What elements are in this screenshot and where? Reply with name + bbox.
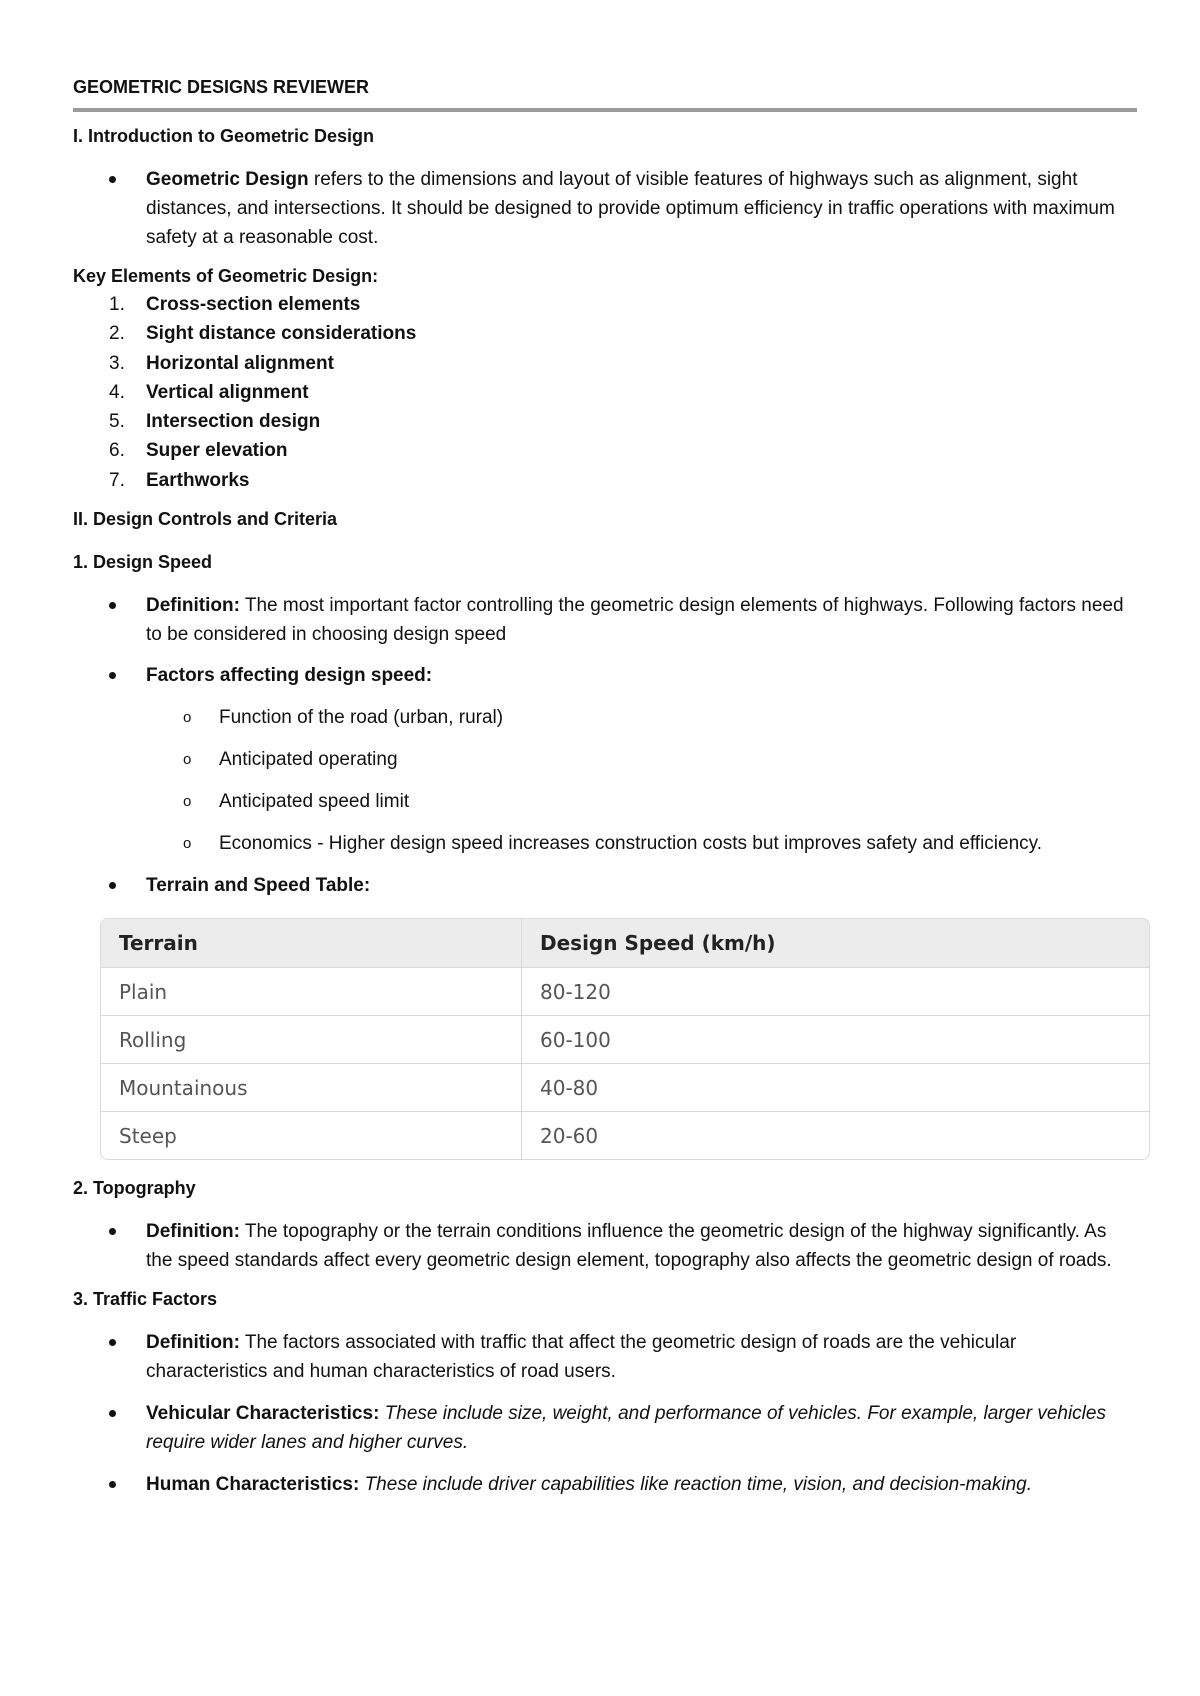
key-element-label: Horizontal alignment: [146, 352, 334, 374]
terrain-cell: Rolling: [101, 1016, 522, 1064]
list-number: 1.: [109, 294, 125, 315]
intro-text: refers to the dimensions and layout of visible features of highways such as alignment, sight distances, and intersections. It should be designed to provide optimum efficiency in traffic operations with maximum safety at a reasonable cost.: [146, 169, 1115, 248]
topography-bullets: [73, 1217, 1137, 1275]
list-number: 7.: [109, 469, 125, 491]
document: [73, 76, 1137, 1499]
definition-text: The factors associated with traffic that affect the geometric design of roads are the vehicular characteristics and human characteristics of road users.: [146, 1332, 1017, 1383]
key-element-item: [73, 407, 1137, 436]
list-number: 4.: [109, 381, 125, 403]
table-heading: [73, 871, 1137, 900]
factors-heading: [73, 661, 1137, 690]
key-element-label: Vertical alignment: [146, 381, 309, 403]
key-element-item: [73, 290, 1137, 319]
list-number: 3.: [109, 352, 125, 374]
design-speed-bullets: [73, 591, 1137, 690]
design-speed-cell: 60-100: [522, 1016, 1149, 1064]
section-intro-heading: I. Introduction to Geometric Design: [73, 126, 375, 146]
key-elements-list: [73, 290, 1137, 495]
factor-item: o Anticipated speed limit: [73, 787, 1137, 816]
factor-item: o Anticipated operating: [73, 745, 1137, 774]
definition-term: Definition:: [146, 1332, 240, 1354]
vehicular-characteristics: [73, 1399, 1137, 1457]
table-row: [101, 1016, 1149, 1064]
definition-term: Definition:: [146, 595, 240, 617]
definition-term: Definition:: [146, 1221, 240, 1243]
key-elements-heading: Key Elements of Geometric Design:: [73, 266, 379, 286]
factors-list: [73, 703, 1137, 858]
list-number: 6.: [109, 440, 125, 462]
table-row: [101, 968, 1149, 1016]
section-design-controls-heading: II. Design Controls and Criteria: [73, 509, 338, 530]
table-header-terrain: Terrain: [101, 919, 522, 968]
traffic-bullets: [73, 1328, 1137, 1499]
vehicular-term: Vehicular Characteristics:: [146, 1403, 380, 1425]
title-divider: [73, 108, 1137, 112]
key-element-item: [73, 319, 1137, 348]
human-text: These include driver capabilities like reaction time, vision, and decision-making.: [359, 1474, 1033, 1496]
design-speed-cell: 80-120: [522, 968, 1149, 1016]
table-row: [101, 1064, 1149, 1112]
human-term: Human Characteristics:: [146, 1474, 360, 1496]
design-speed-cell: 40-80: [522, 1064, 1149, 1112]
key-element-label: Super elevation: [146, 440, 288, 462]
table-header-row: [101, 919, 1149, 968]
intro-bullet-list: [73, 165, 1137, 252]
factor-item: o Function of the road (urban, rural): [73, 703, 1137, 732]
terrain-cell: Steep: [101, 1112, 522, 1159]
definition-text: The most important factor controlling the geometric design elements of highways. Following factors need to be considered in choosing design speed: [146, 595, 1124, 646]
terrain-cell: Mountainous: [101, 1064, 522, 1112]
document-title: GEOMETRIC DESIGNS REVIEWER: [73, 77, 370, 97]
table-heading-bullet: [73, 871, 1137, 900]
design-speed-cell: 20-60: [540, 1123, 599, 1148]
list-number: 2.: [109, 323, 125, 345]
design-speed-heading: 1. Design Speed: [73, 552, 213, 573]
human-characteristics: [73, 1470, 1137, 1499]
vehicular-text: These include size, weight, and performance of vehicles. For example, larger vehicles require wider lanes and higher curves.: [146, 1403, 1106, 1454]
design-speed-definition: [73, 591, 1137, 649]
definition-text: The topography or the terrain conditions influence the geometric design of the highway significantly. As the speed standards affect every geometric design element, topography also affects the geometric design of roads.: [146, 1221, 1112, 1272]
intro-term: Geometric Design: [146, 169, 309, 190]
key-element-item: [73, 466, 1137, 495]
key-element-label: Intersection design: [146, 411, 321, 433]
terrain-speed-table: [100, 918, 1150, 1160]
topography-definition: [73, 1217, 1137, 1275]
terrain-cell: Plain: [101, 968, 522, 1016]
key-element-item: [73, 349, 1137, 378]
factors-heading-text: Factors affecting design speed:: [146, 665, 433, 687]
key-element-label: Sight distance considerations: [146, 323, 417, 345]
key-element-label: Earthworks: [146, 469, 250, 491]
traffic-factors-heading: 3. Traffic Factors: [73, 1289, 218, 1310]
factor-item: o Economics - Higher design speed increases construction costs but improves safety and efficiency.: [73, 829, 1137, 858]
intro-bullet: [73, 165, 1137, 252]
key-element-item: [73, 436, 1137, 465]
table-header-design-speed: Design Speed (km/h): [522, 919, 1149, 968]
list-number: 5.: [109, 411, 125, 433]
table-row: [101, 1112, 1149, 1159]
table-heading-text: Terrain and Speed Table:: [146, 875, 371, 897]
key-element-item: [73, 378, 1137, 407]
topography-heading: 2. Topography: [73, 1178, 196, 1199]
traffic-definition: [73, 1328, 1137, 1386]
key-element-label: Cross-section elements: [146, 294, 361, 315]
